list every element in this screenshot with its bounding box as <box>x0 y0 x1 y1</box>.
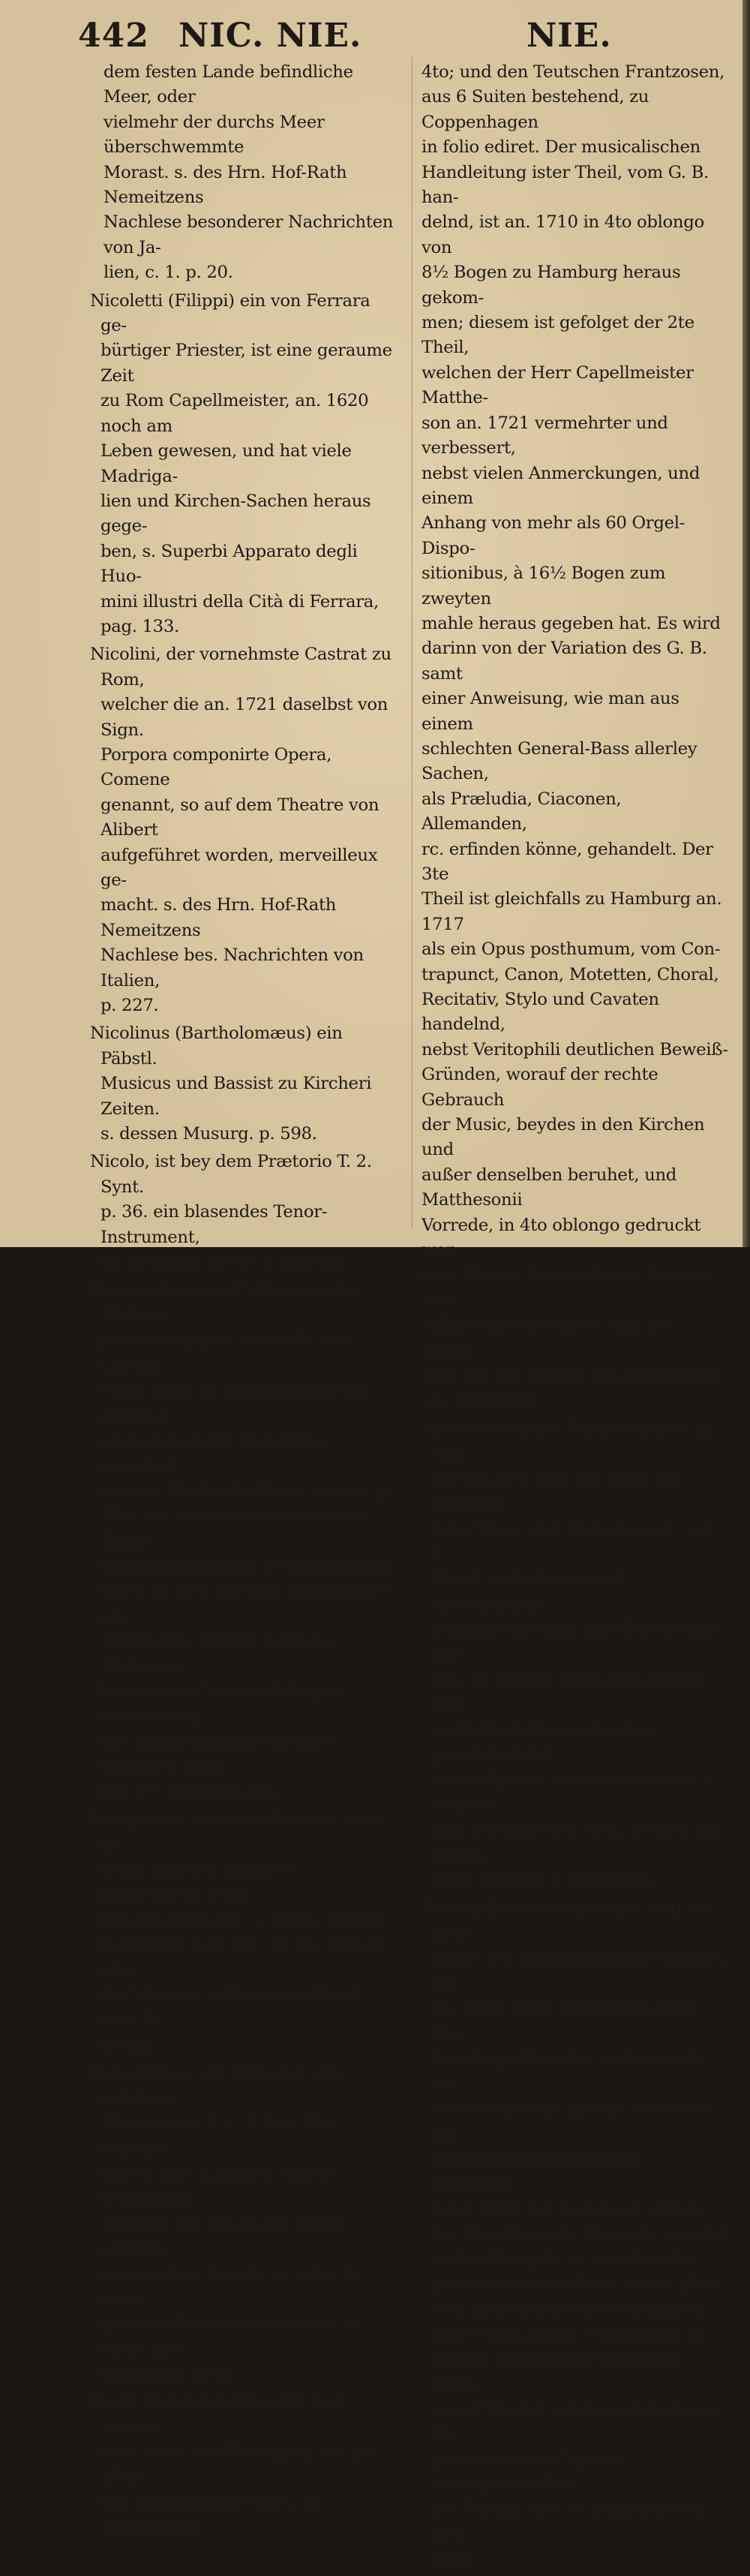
page-edge-shadow <box>742 0 750 1247</box>
entry-text: Nicoletti (Filippi) ein von Ferrara ge- bürtiger Priester, ist eine geraume Zeit zu Rom Capellmeister, an. 1620 noch am Leben gewesen, und hat viele Madriga- lien und Kirchen-Sachen heraus gege- ben, s. Superbi Apparato degli Huo- mini illustri della Cità di Ferrara, pag. 133. <box>90 290 392 636</box>
entry-nicomachus <box>90 1279 399 1805</box>
entry-nierop <box>422 1896 729 2573</box>
entry-continuation <box>90 60 399 286</box>
entry-text: Nicolo, ist bey dem Prætorio T. 2. Synt. p. 36. ein blasendes Tenor-Instrument, nicht tieffer als ins c gehend. <box>90 1152 372 1273</box>
entry-nicolo <box>90 1150 399 1275</box>
entry-nicostratus <box>90 2061 399 2387</box>
entry-text: Niedt (Friedrich Erhardt) dem Verneh- men nach, ein Thüringer, hat an. 1708 das Musicalische A B C zu Hamburg in <box>90 2392 376 2538</box>
entry-nicoletti <box>90 289 399 640</box>
entry-text: Nicostratus, ein Citharist, von welchem Ælianus lib. 4. c. 2. Var. Hist. erzehlet, daß er zum Laodoco, einem Citharœdo, welcher mit ihm in der Kunst certiret, gesprochen: Laodocus wäre in einer grossen Kunst klein; er aber in einer klei- nen Kunst groß. <box>90 2064 361 2384</box>
entry-text: Nicolinus (Bartholomæus) ein Päbstl. Musicus und Bassist zu Kircheri Zeiten. s. dessen Musurg. p. 598. <box>90 1023 372 1144</box>
running-head-left: NIC. NIE. <box>178 17 362 55</box>
entry-continuation <box>422 60 729 1414</box>
running-head-right: NIE. <box>526 17 612 55</box>
entry-text: dem festen Lande befindliche Meer, oder vielmehr der durchs Meer überschwemmte Morast. s. des Hrn. Hof-Rath Nemeitzens Nachlese besonderer Nachrichten von Ja- lien, c. 1. p. 20. <box>104 62 394 283</box>
entry-nicopheles <box>90 1808 399 2058</box>
entry-nicolinus <box>90 1021 399 1147</box>
entry-niedt-friedrich <box>90 2390 399 2540</box>
entry-text: Nicopheles, hat die Athenam, eine ge- wisse und der Minerva gewiedmete Pfeif- fen-Art erfunden. s. Raph. Volater. Comment. Urb. lib. 35. Es heisset aber die Minerva selbst auch Αθηνᾶ oder A- thena. <box>90 1810 388 2055</box>
right-column <box>422 60 729 2576</box>
entry-text: Nicomachus, ein Pythagorischer Philoso- phus ums Jahr Christi 60, von Gerasa, einer Stadt in Arabien gebürtig, daher er auch insgemein Gerasenus genennet wird. s. Hederichs Notit. Auctor. p. 449. hat unter andern auch ein Enchi- ridion Harmonices in Griechischer Sprache geschrieben. Es bestehet aus 2 Büchern, welche samt des Meibomii lateinischer Version 5 Bogen ausmachen; die Anmerckungen darüber betragen auch fast 2½ Bogen in 4to. <box>90 1280 394 1802</box>
entry-nicolini <box>90 642 399 1018</box>
entry-text: 4to; und den Teutschen Frantzosen, aus 6 Suiten bestehend, zu Coppenhagen in folio ediret. Der musicalischen Handleitung ister Theil, vom G. B. han- delnd, ist an. 1710 in 4to oblongo von 8½ Bogen zu Hamburg heraus gekom- men; diesem ist gefolget der 2te Theil, welchen der Herr Capellmeister Matthe- son an. 1721 vermehrter und verbessert, nebst vielen Anmerckungen, und einem Anhang von mehr als 60 Orgel-Dispo- sitionibus, à 16½ Bogen zum zweyten mahle heraus gegeben hat. Es wird darinn von der Variation des G. B. samt einer Anweisung, wie man aus einem schlechten General-Bass allerley Sachen, als Præludia, Ciaconen, Allemanden, rc. erfinden könne, gehandelt. Der 3te Theil ist gleichfalls zu Hamburg an. 1717 als ein Opus posthumum, vom Con- trapunct, Canon, Motetten, Choral, Recitativ, Stylo und Cavaten handelnd, nebst Veritophili deutlichen Beweiß- Gründen, worauf der rechte Gebrauch der Music, beydes in den Kirchen und außer denselben beruhet, und Matthesonii Vorrede, in 4to oblongo gedruckt wor- den. Dieser 3te und letzte Theil an sich selbst bestehet aus 9, und des Verito- phili [so ein Nomen fictum] Tractat aus 10 Bogen. <box>422 62 728 1411</box>
entry-text: Nierop (Dyrck Rembrantz van) ein Lieb- haber der mathematischen Künste, hat an. 1659 unter folgendem Titul: Wis- Konstinge Musyka, vertoonende de oorsaecke van't geluyt, de redens der zanghtoonen telkonstigh uytgereec- kent, ende het maken en stellen der Speeltuygen. Als mede van der ouden Musijck, en verscheyden gevoelens der selfder: zynde alles seer gedienstigh en vermakelick voor Musikanten, Organisten, of andere Instrument-Speelders, einen aus 4 Theilen, und zusammen aus 36 gantz kurtzen Capiteln bestehenden Mu- sic-Tractat von 5½ Bogen in 8vo dru- cken <box>422 1898 729 2570</box>
left-column <box>90 60 399 2544</box>
entry-text: Nicolini, der vornehmste Castrat zu Rom, welcher die an. 1721 daselbst von Sign. Porpora componirte Opera, Comene genannt, so auf dem Theatre von Alibert aufgeführet worden, merveilleux ge- macht. s. des Hrn. Hof-Rath Nemeitzens Nachlese bes. Nachrichten von Italien, p. 227. <box>90 645 392 1016</box>
page-number: 442 <box>78 17 149 55</box>
entry-niedt-nicolaus <box>422 1417 729 1893</box>
entry-text: Niedt (Nicolaus) Stadt-Organist zu Son- dershausen, gab an. 1698 die musicali- sche Sonn- und Festags-Lust, von 5 Vocal- und eben so viel Instrumental- Stimmen gesetzt, daselbst in folio her- aus. In solcher ist durchs gantze Jahr erstlich ein Concert-weise gesetzter bibli- scher Spruch, so dann eine mit 2 Canten und Baß gesetzte Aria, welche mit einem Chor schlüsset, befindlich. <box>422 1418 722 1890</box>
